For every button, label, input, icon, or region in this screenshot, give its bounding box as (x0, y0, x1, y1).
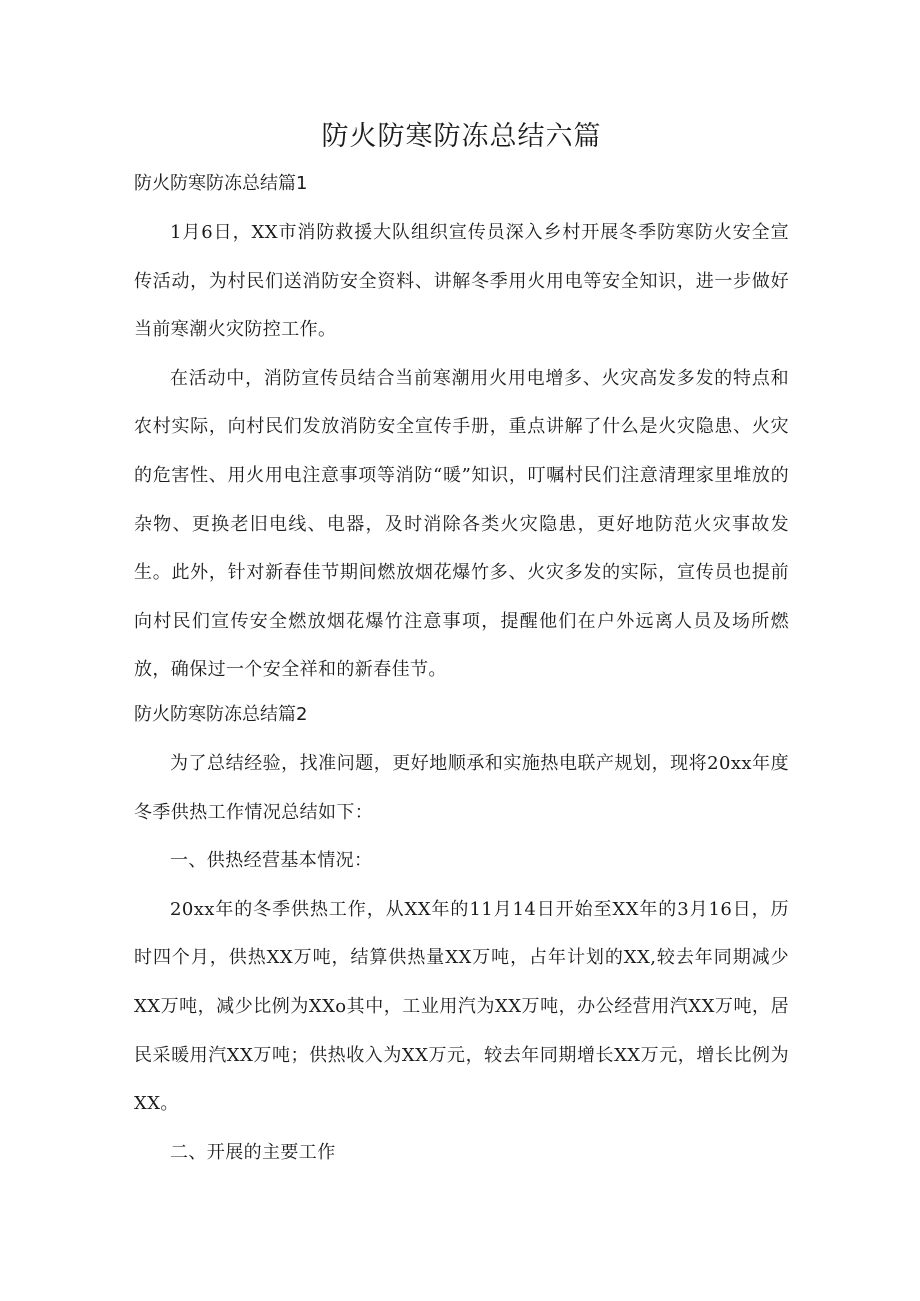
paragraph: 在活动中，消防宣传员结合当前寒潮用火用电增多、火灾高发多发的特点和农村实际，向村民们发放消防安全宣传手册，重点讲解了什么是火灾隐患、火灾的危害性、用火用电注意事项等消防“暖”知识，叮嘱村民们注意清理家里堆放的杂物、更换老旧电线、电器，及时消除各类火灾隐患，更好地防范火灾事故发生。此外，针对新春佳节期间燃放烟花爆竹多、火灾多发的实际，宣传员也提前向村民们宣传安全燃放烟花爆竹注意事项，提醒他们在户外远离人员及场所燃放，确保过一个安全祥和的新春佳节。 (134, 367, 789, 681)
section-heading: 防火防寒防冻总结篇1 (134, 173, 308, 194)
paragraph: 20xx年的冬季供热工作，从XX年的11月14日开始至XX年的3月16日，历时四个月，供热XX万吨，结算供热量XX万吨，占年计划的XX,较去年同期减少XX万吨，减少比例为XXo其中，工业用汽为XX万吨，办公经营用汽XX万吨，居民采暖用汽XX万吨；供热收入为XX万元，较去年同期增长XX万元，增长比例为XX。 (134, 898, 789, 1115)
section-heading: 防火防寒防冻总结篇2 (134, 703, 308, 725)
paragraph: 为了总结经验，找准问题，更好地顺承和实施热电联产规划，现将20xx年度冬季供热工作情况总结如下： (134, 752, 789, 823)
document-page (134, 112, 789, 1177)
document-title: 防火防寒防冻总结六篇 (321, 121, 602, 152)
paragraph: 1月6日，XX市消防救援大队组织宣传员深入乡村开展冬季防寒防火安全宣传活动，为村民们送消防安全资料、讲解冬季用火用电等安全知识，进一步做好当前寒潮火灾防控工作。 (134, 222, 789, 341)
paragraph: 二、开展的主要工作 (170, 1141, 336, 1163)
paragraph: 一、供热经营基本情况： (170, 850, 373, 872)
section-1 (134, 164, 789, 695)
section-2 (134, 695, 789, 1177)
